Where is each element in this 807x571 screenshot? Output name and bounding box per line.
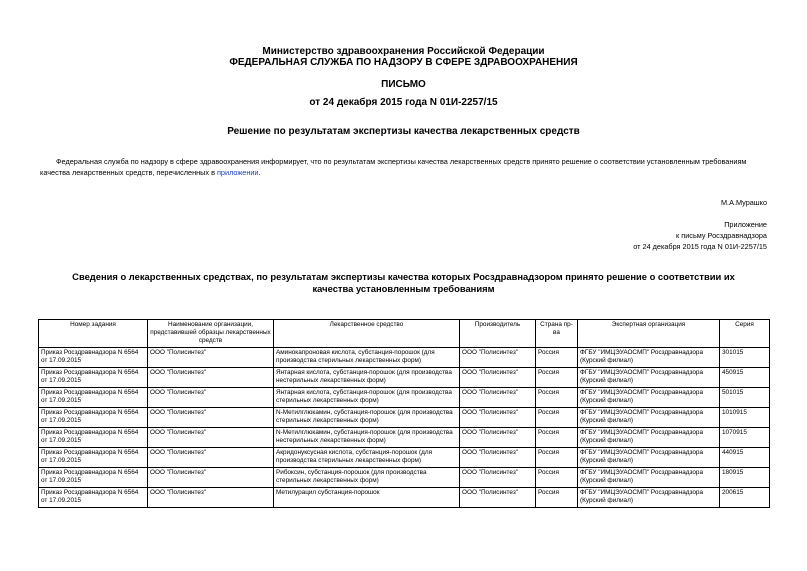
cell-expert-organization: ФГБУ "ИМЦЭУАОСМП" Росздравнадзора (Курский филиал) (578, 468, 720, 488)
appendix-reference: к письму Росздравнадзора (676, 231, 767, 240)
appendix-title: Сведения о лекарственных средствах, по результатам экспертизы качества которых Росздравнадзором принято решение о соответствии их качества установленным требованиям (72, 271, 735, 294)
cell-medicine: Аминокапроновая кислота, субстанция-порошок (для производства стерильных лекарственных форм) (274, 348, 460, 368)
service-name: ФЕДЕРАЛЬНАЯ СЛУЖБА ПО НАДЗОРУ В СФЕРЕ ЗДРАВООХРАНЕНИЯ (229, 57, 578, 68)
cell-medicine: Рибоксин, субстанция-порошок (для производства стерильных лекарственных форм) (274, 468, 460, 488)
cell-series: 1010915 (720, 408, 770, 428)
cell-series: 301015 (720, 348, 770, 368)
cell-medicine: Янтарная кислота, субстанция-порошок (для производства нестерильных лекарственных форм) (274, 368, 460, 388)
cell-organization: ООО "Полисинтез" (148, 428, 274, 448)
document-type: ПИСЬМО (381, 79, 426, 90)
column-header-series: Серия (720, 320, 770, 348)
table-row (39, 428, 770, 448)
cell-medicine: Янтарная кислота, субстанция-порошок (для производства стерильных лекарственных форм) (274, 388, 460, 408)
column-header-task-number: Номер задания (39, 320, 148, 348)
letter-paragraph (40, 156, 768, 178)
cell-expert-organization: ФГБУ "ИМЦЭУАОСМП" Росздравнадзора (Курский филиал) (578, 448, 720, 468)
table-row (39, 408, 770, 428)
table-header-row (39, 320, 770, 348)
cell-manufacturer: ООО "Полисинтез" (460, 368, 536, 388)
appendix-link[interactable]: приложении (216, 168, 259, 177)
cell-series: 501015 (720, 388, 770, 408)
table-row (39, 368, 770, 388)
cell-country: Россия (536, 448, 578, 468)
table-row (39, 488, 770, 508)
document-subject: Решение по результатам экспертизы качества лекарственных средств (227, 126, 580, 137)
cell-task-number: Приказ Росздравнадзора N 6564 от 17.09.2015 (39, 388, 148, 408)
cell-series: 440915 (720, 448, 770, 468)
cell-medicine: N-Метилглюкамин, субстанция-порошок (для производства стерильных лекарственных форм) (274, 408, 460, 428)
cell-task-number: Приказ Росздравнадзора N 6564 от 17.09.2015 (39, 488, 148, 508)
table-row (39, 468, 770, 488)
column-header-organization: Наименование организации, представившей образцы лекарственных средств (148, 320, 274, 348)
cell-medicine: N-Метилглюкамин, субстанция-порошок (для производства нестерильных лекарственных форм) (274, 428, 460, 448)
appendix-label: Приложение (724, 220, 767, 229)
cell-organization: ООО "Полисинтез" (148, 348, 274, 368)
document-date: от 24 декабря 2015 года N 01И-2257/15 (309, 97, 498, 108)
cell-manufacturer: ООО "Полисинтез" (460, 428, 536, 448)
cell-organization: ООО "Полисинтез" (148, 388, 274, 408)
cell-organization: ООО "Полисинтез" (148, 368, 274, 388)
cell-series: 180915 (720, 468, 770, 488)
cell-series: 200615 (720, 488, 770, 508)
ministry-name: Министерство здравоохранения Российской Федерации (262, 46, 545, 57)
column-header-country: Страна пр-ва (536, 320, 578, 348)
column-header-manufacturer: Производитель (460, 320, 536, 348)
cell-country: Россия (536, 408, 578, 428)
cell-series: 450915 (720, 368, 770, 388)
cell-organization: ООО "Полисинтез" (148, 488, 274, 508)
cell-medicine: Метилурацил субстанция-порошок (274, 488, 460, 508)
cell-country: Россия (536, 348, 578, 368)
cell-expert-organization: ФГБУ "ИМЦЭУАОСМП" Росздравнадзора (Курский филиал) (578, 488, 720, 508)
cell-manufacturer: ООО "Полисинтез" (460, 408, 536, 428)
cell-country: Россия (536, 428, 578, 448)
table-row (39, 348, 770, 368)
cell-manufacturer: ООО "Полисинтез" (460, 448, 536, 468)
cell-organization: ООО "Полисинтез" (148, 448, 274, 468)
cell-expert-organization: ФГБУ "ИМЦЭУАОСМП" Росздравнадзора (Курский филиал) (578, 428, 720, 448)
cell-task-number: Приказ Росздравнадзора N 6564 от 17.09.2015 (39, 368, 148, 388)
cell-task-number: Приказ Росздравнадзора N 6564 от 17.09.2015 (39, 428, 148, 448)
cell-manufacturer: ООО "Полисинтез" (460, 468, 536, 488)
table-row (39, 388, 770, 408)
cell-expert-organization: ФГБУ "ИМЦЭУАОСМП" Росздравнадзора (Курский филиал) (578, 408, 720, 428)
paragraph-end: . (258, 168, 261, 177)
cell-organization: ООО "Полисинтез" (148, 408, 274, 428)
paragraph-text: Федеральная служба по надзору в сфере здравоохранения информирует, что по результатам экспертизы качества лекарственных средств принято решение о соответствии установленным требованиям качества лекарственных средств, перечисленных в (40, 157, 747, 177)
cell-task-number: Приказ Росздравнадзора N 6564 от 17.09.2015 (39, 408, 148, 428)
cell-expert-organization: ФГБУ "ИМЦЭУАОСМП" Росздравнадзора (Курский филиал) (578, 388, 720, 408)
cell-manufacturer: ООО "Полисинтез" (460, 488, 536, 508)
cell-country: Россия (536, 488, 578, 508)
cell-country: Россия (536, 368, 578, 388)
table-row (39, 448, 770, 468)
cell-country: Россия (536, 468, 578, 488)
cell-series: 1070915 (720, 428, 770, 448)
cell-manufacturer: ООО "Полисинтез" (460, 388, 536, 408)
cell-task-number: Приказ Росздравнадзора N 6564 от 17.09.2015 (39, 448, 148, 468)
cell-country: Россия (536, 388, 578, 408)
medicines-table (38, 319, 770, 508)
appendix-date: от 24 декабря 2015 года N 01И-2257/15 (633, 242, 767, 251)
cell-medicine: Акридонуксусная кислота, субстанция-порошок (для производства стерильных лекарственных форм) (274, 448, 460, 468)
column-header-expert-organization: Экспертная организация (578, 320, 720, 348)
signature: М.А.Мурашко (720, 198, 767, 207)
cell-task-number: Приказ Росздравнадзора N 6564 от 17.09.2015 (39, 468, 148, 488)
cell-expert-organization: ФГБУ "ИМЦЭУАОСМП" Росздравнадзора (Курский филиал) (578, 348, 720, 368)
column-header-medicine: Лекарственное средство (274, 320, 460, 348)
cell-organization: ООО "Полисинтез" (148, 468, 274, 488)
cell-task-number: Приказ Росздравнадзора N 6564 от 17.09.2015 (39, 348, 148, 368)
cell-manufacturer: ООО "Полисинтез" (460, 348, 536, 368)
cell-expert-organization: ФГБУ "ИМЦЭУАОСМП" Росздравнадзора (Курский филиал) (578, 368, 720, 388)
